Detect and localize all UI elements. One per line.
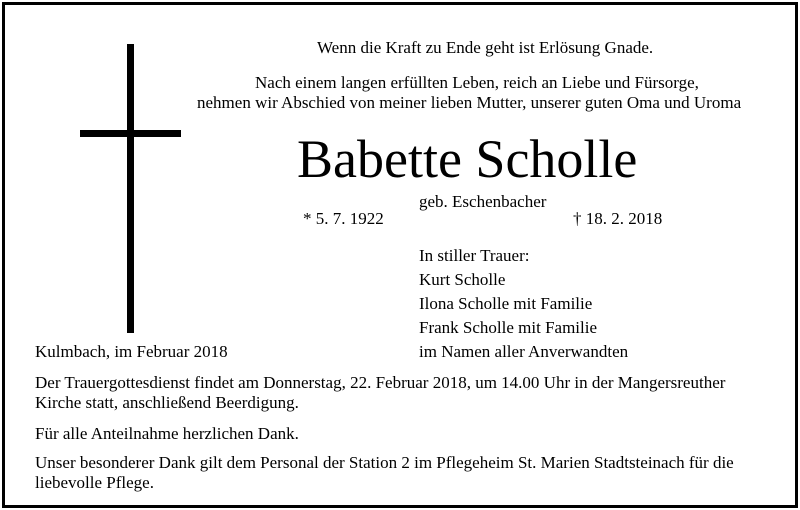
maiden-name: geb. Eschenbacher xyxy=(419,192,547,211)
mourner-line: Frank Scholle mit Familie xyxy=(419,318,598,337)
death-date: † 18. 2. 2018 xyxy=(573,209,663,228)
place-and-date: Kulmbach, im Februar 2018 xyxy=(35,342,228,361)
thanks-message: Für alle Anteilnahme herzlichen Dank. xyxy=(35,424,299,443)
birth-date: * 5. 7. 1922 xyxy=(303,209,384,228)
cross-icon-vertical-beam xyxy=(127,44,134,333)
cross-icon-horizontal-beam xyxy=(80,130,181,137)
mourner-line: im Namen aller Anverwandten xyxy=(419,342,629,361)
obituary-frame xyxy=(2,2,798,508)
mourners-heading: In stiller Trauer: xyxy=(419,246,530,265)
intro-line-2: nehmen wir Abschied von meiner lieben Mutter, unserer guten Oma und Uroma xyxy=(197,93,742,112)
special-thanks-message: Unser besonderer Dank gilt dem Personal der Station 2 im Pflegeheim St. Marien Stadtsteinach für die liebevolle Pflege. xyxy=(35,453,734,492)
mourner-line: Ilona Scholle mit Familie xyxy=(419,294,593,313)
motto: Wenn die Kraft zu Ende geht ist Erlösung Gnade. xyxy=(317,38,654,57)
deceased-name: Babette Scholle xyxy=(297,129,638,189)
mourner-line: Kurt Scholle xyxy=(419,270,506,289)
service-information: Der Trauergottesdienst findet am Donnerstag, 22. Februar 2018, um 14.00 Uhr in der Mangersreuther Kirche statt, anschließend Beerdigung. xyxy=(35,373,726,412)
intro-line-1: Nach einem langen erfüllten Leben, reich an Liebe und Fürsorge, xyxy=(255,73,699,92)
